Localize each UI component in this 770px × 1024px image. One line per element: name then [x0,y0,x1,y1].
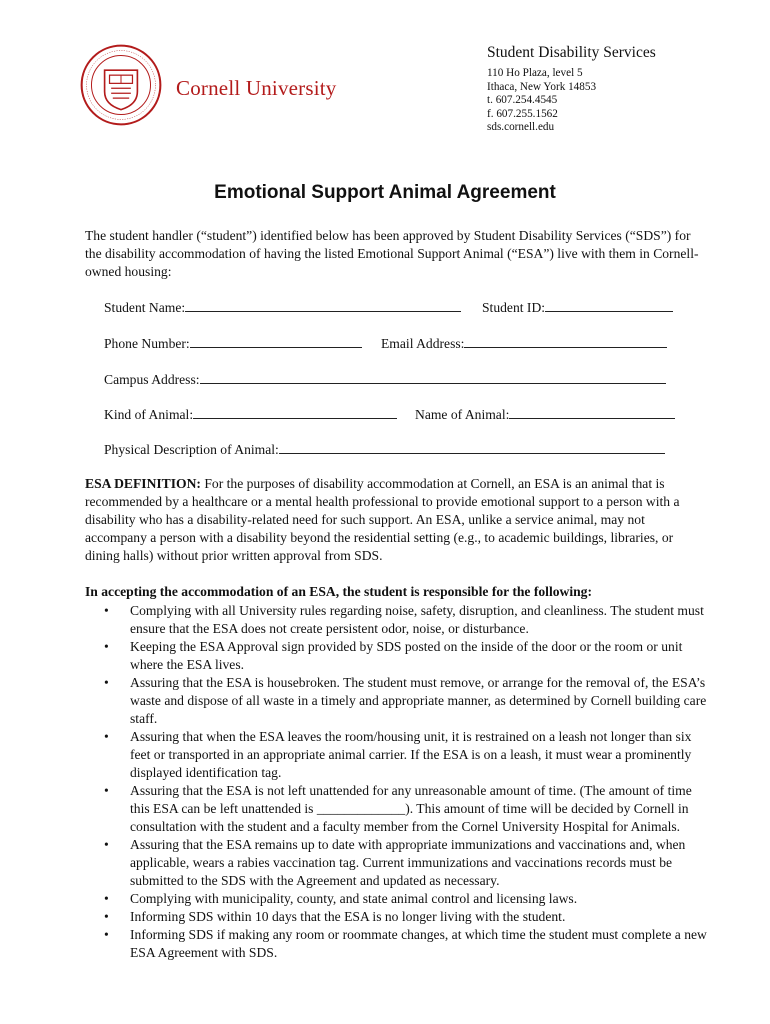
esa-definition [85,475,707,565]
list-item-text: Assuring that the ESA is not left unattended for any unreasonable amount of time. (The amount of time this ESA can be left unattended is _____________). This amount of time will be decided by Cornell in consultation with the student and a faculty member from the Cornel University Hospital for Animals. [130,783,692,834]
address-website: sds.cornell.edu [487,121,555,134]
list-item [104,602,709,638]
office-address [487,67,596,135]
address-fax: f. 607.255.1562 [487,107,558,120]
bullet-icon: • [104,603,109,618]
esa-definition-text: For the purposes of disability accommodation at Cornell, an ESA is an animal that is recommended by a healthcare or a mental health professional to provide emotional support to a person with a disability who has a disability-related need for such support. An ESA, unlike a service animal, may not accompany a person with a disability beyond the residential setting (e.g., to academic buildings, libraries, or dining halls) without prior written approval from SDS. [85,476,680,563]
address-phone: t. 607.254.4545 [487,94,558,107]
campus-address-line[interactable] [200,371,666,384]
list-item [104,908,709,926]
bullet-icon: • [104,639,109,654]
responsibilities-list [104,602,709,962]
email-address-line[interactable] [464,335,667,348]
student-id-field[interactable] [482,299,673,316]
document-title: Emotional Support Animal Agreement [214,182,556,203]
list-item-text: Keeping the ESA Approval sign provided by SDS posted on the inside of the door or the room or unit where the ESA lives. [130,639,683,672]
student-id-line[interactable] [545,299,673,312]
bullet-icon: • [104,675,109,690]
address-city: Ithaca, New York 14853 [487,80,597,93]
bullet-icon: • [104,783,109,798]
list-item-text: Assuring that when the ESA leaves the room/housing unit, it is restrained on a leash not longer than six feet or transported in an appropriate animal carrier. If the ESA is on a leash, it must wear a prominently displayed identification tag. [130,729,692,780]
bullet-icon: • [104,837,109,852]
list-item [104,926,709,962]
responsibilities-heading: In accepting the accommodation of an ESA, the student is responsible for the following: [85,584,593,599]
student-id-label: Student ID: [482,300,546,315]
address-street: 110 Ho Plaza, level 5 [487,67,583,79]
name-of-animal-label: Name of Animal: [415,407,510,422]
student-name-label: Student Name: [104,300,186,315]
university-wordmark: Cornell University [176,76,337,100]
list-item [104,836,709,890]
bullet-icon: • [104,927,109,942]
kind-of-animal-field[interactable] [104,406,397,423]
list-item [104,728,709,782]
list-item [104,638,709,674]
office-name: Student Disability Services [487,44,656,61]
list-item [104,782,709,836]
phone-number-field[interactable] [104,335,362,352]
email-address-field[interactable] [381,335,667,352]
physical-description-label: Physical Description of Animal: [104,442,279,457]
email-address-label: Email Address: [381,336,465,351]
list-item [104,890,709,908]
student-name-field[interactable] [104,299,461,316]
list-item-text: Assuring that the ESA is housebroken. The student must remove, or arrange for the removal of, the ESA’s waste and dispose of all waste in a timely and appropriate manner, as determined by Cornell building care staff. [130,675,707,726]
kind-of-animal-line[interactable] [193,406,397,419]
intro-paragraph: The student handler (“student”) identified below has been approved by Student Disability Services (“SDS”) for the disability accommodation of having the listed Emotional Support Animal (“ESA”) live with them in Cornell-owned housing: [85,228,699,279]
list-item-text: Informing SDS within 10 days that the ESA is no longer living with the student. [130,909,566,924]
bullet-icon: • [104,729,109,744]
list-item [104,674,709,728]
student-name-line[interactable] [185,299,461,312]
name-of-animal-field[interactable] [415,406,675,423]
phone-number-line[interactable] [190,335,362,348]
cornell-seal-logo [80,44,162,126]
bullet-icon: • [104,909,109,924]
list-item-text: Complying with municipality, county, and state animal control and licensing laws. [130,891,578,906]
physical-description-field[interactable] [104,441,665,458]
physical-description-line[interactable] [279,441,665,454]
campus-address-label: Campus Address: [104,372,200,387]
list-item-text: Complying with all University rules regarding noise, safety, disruption, and cleanliness. The student must ensure that the ESA does not create persistent odor, noise, or disturbance. [130,603,704,636]
name-of-animal-line[interactable] [509,406,675,419]
list-item-text: Assuring that the ESA remains up to date with appropriate immunizations and vaccinations and, when applicable, wears a rabies vaccination tag. Current immunizations and vaccinations records must be submitted to the SDS with the Agreement and updated as necessary. [130,837,686,888]
esa-definition-label: ESA DEFINITION: [85,476,201,491]
bullet-icon: • [104,891,109,906]
phone-number-label: Phone Number: [104,336,190,351]
kind-of-animal-label: Kind of Animal: [104,407,194,422]
list-item-text: Informing SDS if making any room or roommate changes, at which time the student must complete a new ESA Agreement with SDS. [130,927,707,960]
campus-address-field[interactable] [104,371,666,388]
